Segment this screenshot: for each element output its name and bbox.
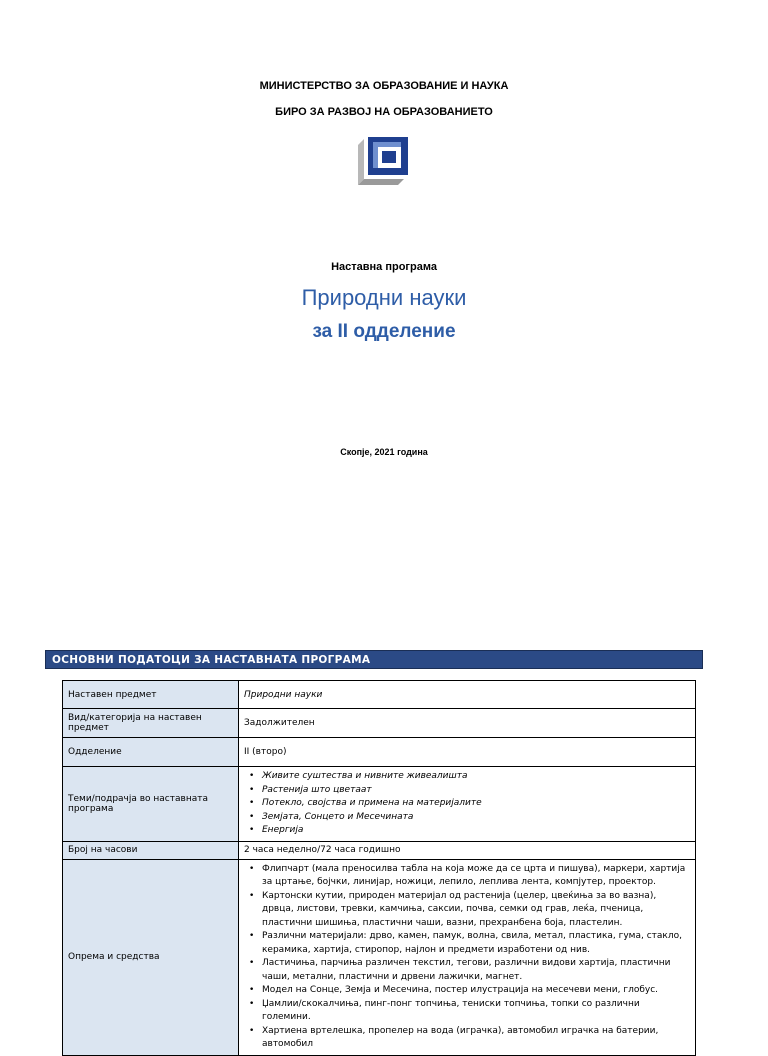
list-item: • Ластичиња, парчиња различен текстил, тегови, различни видови хартија, пластични чаши, метални, пластични и дрвени лажички, магнет. (262, 957, 690, 984)
list-item: • Земјата, Сонцето и Месечината (262, 811, 690, 825)
list-item: • Енергија (262, 824, 690, 838)
topics-value (239, 767, 696, 842)
list-item: • Потекло, својства и примена на материјалите (262, 797, 690, 811)
page-title: Природни науки (301, 285, 467, 310)
grade-value: II (второ) (239, 738, 696, 767)
table-row (63, 841, 696, 859)
list-item: • Џамлии/скокалчиња, пинг-понг топчиња, тениски топчиња, топки со различни големини. (262, 998, 690, 1025)
table-row (63, 738, 696, 767)
hours-value: 2 часа неделно/72 часа годишно (239, 841, 696, 859)
topics-label: Теми/подрачја во наставната програма (63, 767, 239, 842)
topics-list (244, 770, 690, 838)
table-row (63, 709, 696, 738)
section-heading: ОСНОВНИ ПОДАТОЦИ ЗА НАСТАВНАТА ПРОГРАМА (45, 650, 703, 669)
document-type: Наставна програма (331, 261, 437, 273)
table-row (63, 767, 696, 842)
category-label: Вид/категорија на наставен предмет (63, 709, 239, 738)
subject-value: Природни науки (239, 681, 696, 709)
list-item: • Живите суштества и нивните живеалишта (262, 770, 690, 784)
equipment-value (239, 859, 696, 1055)
table-row (63, 681, 696, 709)
equipment-label: Опрема и средства (63, 859, 239, 1055)
list-item: • Картонски кутии, природен материјал од растенија (целер, цвеќиња за во вазна), дрвца, листови, тревки, камчиња, саксии, почва, семки од грав, леќа, пченица, пластични шишиња, пластични чаши, вазни, прехранбена боја, пластелин. (262, 890, 690, 931)
page-subtitle: за II одделение (312, 321, 456, 342)
category-value: Задолжителен (239, 709, 696, 738)
list-item: • Флипчарт (мала преносилва табла на која може да се црта и пишува), маркери, хартија за цртање, бојчки, линијар, ножици, лепило, леплива лента, компјутер, проектор. (262, 863, 690, 890)
bureau-name: БИРО ЗА РАЗВОЈ НА ОБРАЗОВАНИЕТО (275, 106, 493, 118)
ministry-name: МИНИСТЕРСТВО ЗА ОБРАЗОВАНИЕ И НАУКА (259, 80, 509, 92)
equipment-list (244, 863, 690, 1052)
subject-label: Наставен предмет (63, 681, 239, 709)
place-year: Скопје, 2021 година (340, 447, 428, 457)
table-row (63, 859, 696, 1055)
grade-label: Одделение (63, 738, 239, 767)
program-info-table (62, 680, 696, 1056)
bureau-logo-icon (356, 135, 410, 187)
list-item: • Хартиена вртелешка, пропелер на вода (играчка), автомобил играчка на батерии, автомобил (262, 1025, 690, 1052)
list-item: • Растенија што цветаат (262, 784, 690, 798)
list-item: • Различни материјали: дрво, камен, памук, волна, свила, метал, пластика, гума, стакло, керамика, хартија, стиропор, најлон и предмети изработени од нив. (262, 930, 690, 957)
hours-label: Број на часови (63, 841, 239, 859)
list-item: • Модел на Сонце, Земја и Месечина, постер илустрација на месечеви мени, глобус. (262, 984, 690, 998)
